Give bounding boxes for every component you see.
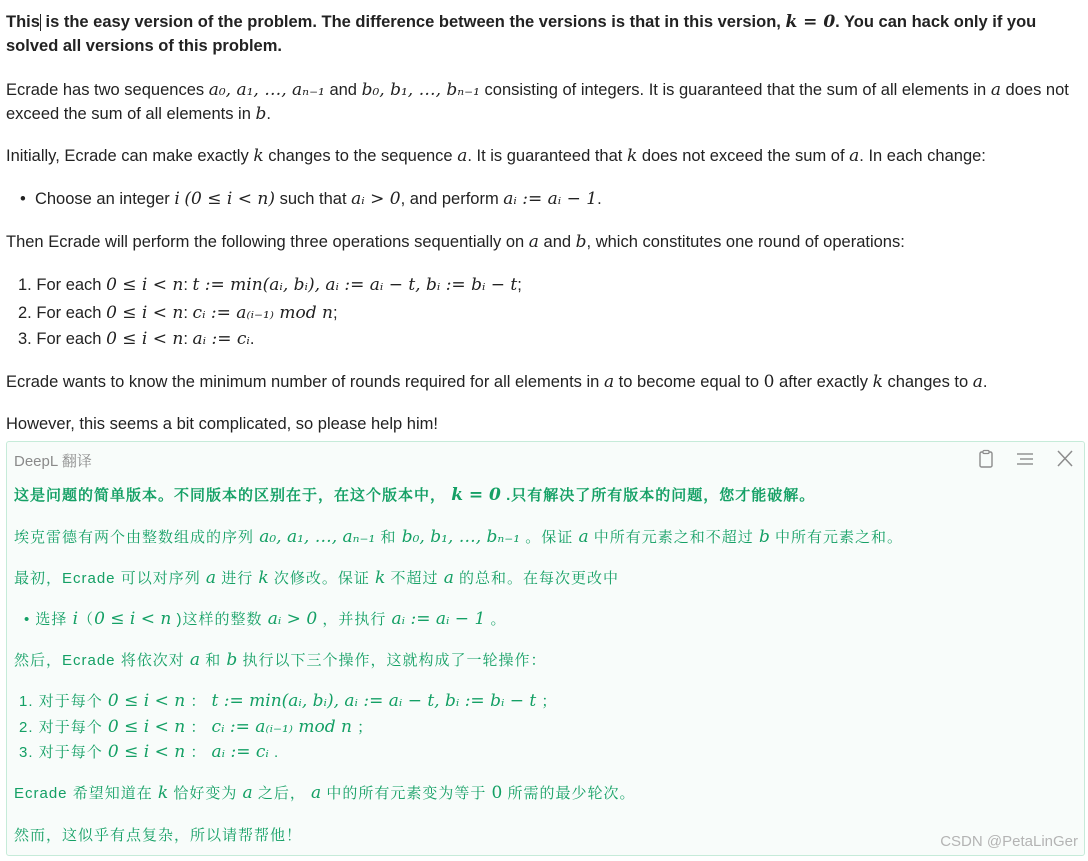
translation-sequences: 埃克雷德有两个由整数组成的序列 a₀, a₁, …, aₙ₋₁ 和 b₀, b₁, …, bₙ₋₁ 。保证 a 中所有元素之和不超过 b 中所有元素之和。 [14,527,904,547]
translation-operation-item: 1. 对于每个 0 ≤ i < n ： t := min(aᵢ, bᵢ), aᵢ := aᵢ − t, bᵢ := bᵢ − t ； [19,691,558,711]
translation-operation-item: 3. 对于每个 0 ≤ i < n ： aᵢ := cᵢ . [19,742,280,762]
deepl-translation-panel [6,441,1085,856]
translation-operations-intro: 然后，Ecrade 将依次对 a 和 b 执行以下三个操作，这就构成了一轮操作： [14,650,547,670]
bullet-dot: • [24,611,36,628]
operation-item: 1. For each 0 ≤ i < n: t := min(aᵢ, bᵢ), aᵢ := aᵢ − t, bᵢ := bᵢ − t; [18,275,522,295]
translation-closing: 然而，这似乎有点复杂，所以请帮帮他！ [14,827,303,844]
watermark: CSDN @PetaLinGer [940,833,1078,850]
translation-bullet: • 选择 i（0 ≤ i < n )这样的整数 aᵢ > 0 ，并执行 aᵢ := aᵢ − 1 。 [24,609,507,629]
translation-intro: 这是问题的简单版本。不同版本的区别在于，在这个版本中， k = 0 .只有解决了所有版本的问题，您才能破解。 [14,485,816,505]
copy-icon[interactable] [975,449,997,469]
closing-paragraph: However, this seems a bit complicated, so please help him! [6,415,438,433]
deepl-panel-title: DeepL 翻译 [14,453,92,470]
translation-goal: Ecrade 希望知道在 k 恰好变为 a 之后， a 中的所有元素变为等于 0 所需的最少轮次。 [14,783,636,803]
changes-paragraph: Initially, Ecrade can make exactly k changes to the sequence a. It is guaranteed that k does not exceed the sum of a. In each change: [6,146,986,166]
translation-changes: 最初，Ecrade 可以对序列 a 进行 k 次修改。保证 k 不超过 a 的总和。在每次更改中 [14,568,620,588]
goal-paragraph: Ecrade wants to know the minimum number of rounds required for all elements in a to become equal to 0 after exactly k changes to a. [6,372,988,392]
bullet-dot: • [20,190,35,208]
operation-item: 2. For each 0 ≤ i < n: cᵢ := a₍ᵢ₋₁₎ mod n; [18,303,338,323]
operations-intro-paragraph: Then Ecrade will perform the following three operations sequentially on a and b, which constitutes one round of operations: [6,232,905,252]
change-bullet: • Choose an integer i (0 ≤ i < n) such that aᵢ > 0, and perform aᵢ := aᵢ − 1. [20,189,602,209]
close-icon[interactable] [1054,449,1076,469]
deepl-panel-header [7,442,1084,476]
operation-item: 3. For each 0 ≤ i < n: aᵢ := cᵢ. [18,329,255,349]
translation-operation-item: 2. 对于每个 0 ≤ i < n ： cᵢ := a₍ᵢ₋₁₎ mod n ； [19,717,374,737]
intro-paragraph: This is the easy version of the problem. The difference between the versions is that in this version, k = 0. You can hack only if you solved all versions of this problem. [6,12,1037,55]
sequences-paragraph: Ecrade has two sequences a₀, a₁, …, aₙ₋₁ and b₀, b₁, …, bₙ₋₁ consisting of integers. It is guaranteed that the sum of all elements in a does not exceed the sum of all elements in b. [6,80,1069,124]
menu-lines-icon[interactable] [1014,449,1036,469]
